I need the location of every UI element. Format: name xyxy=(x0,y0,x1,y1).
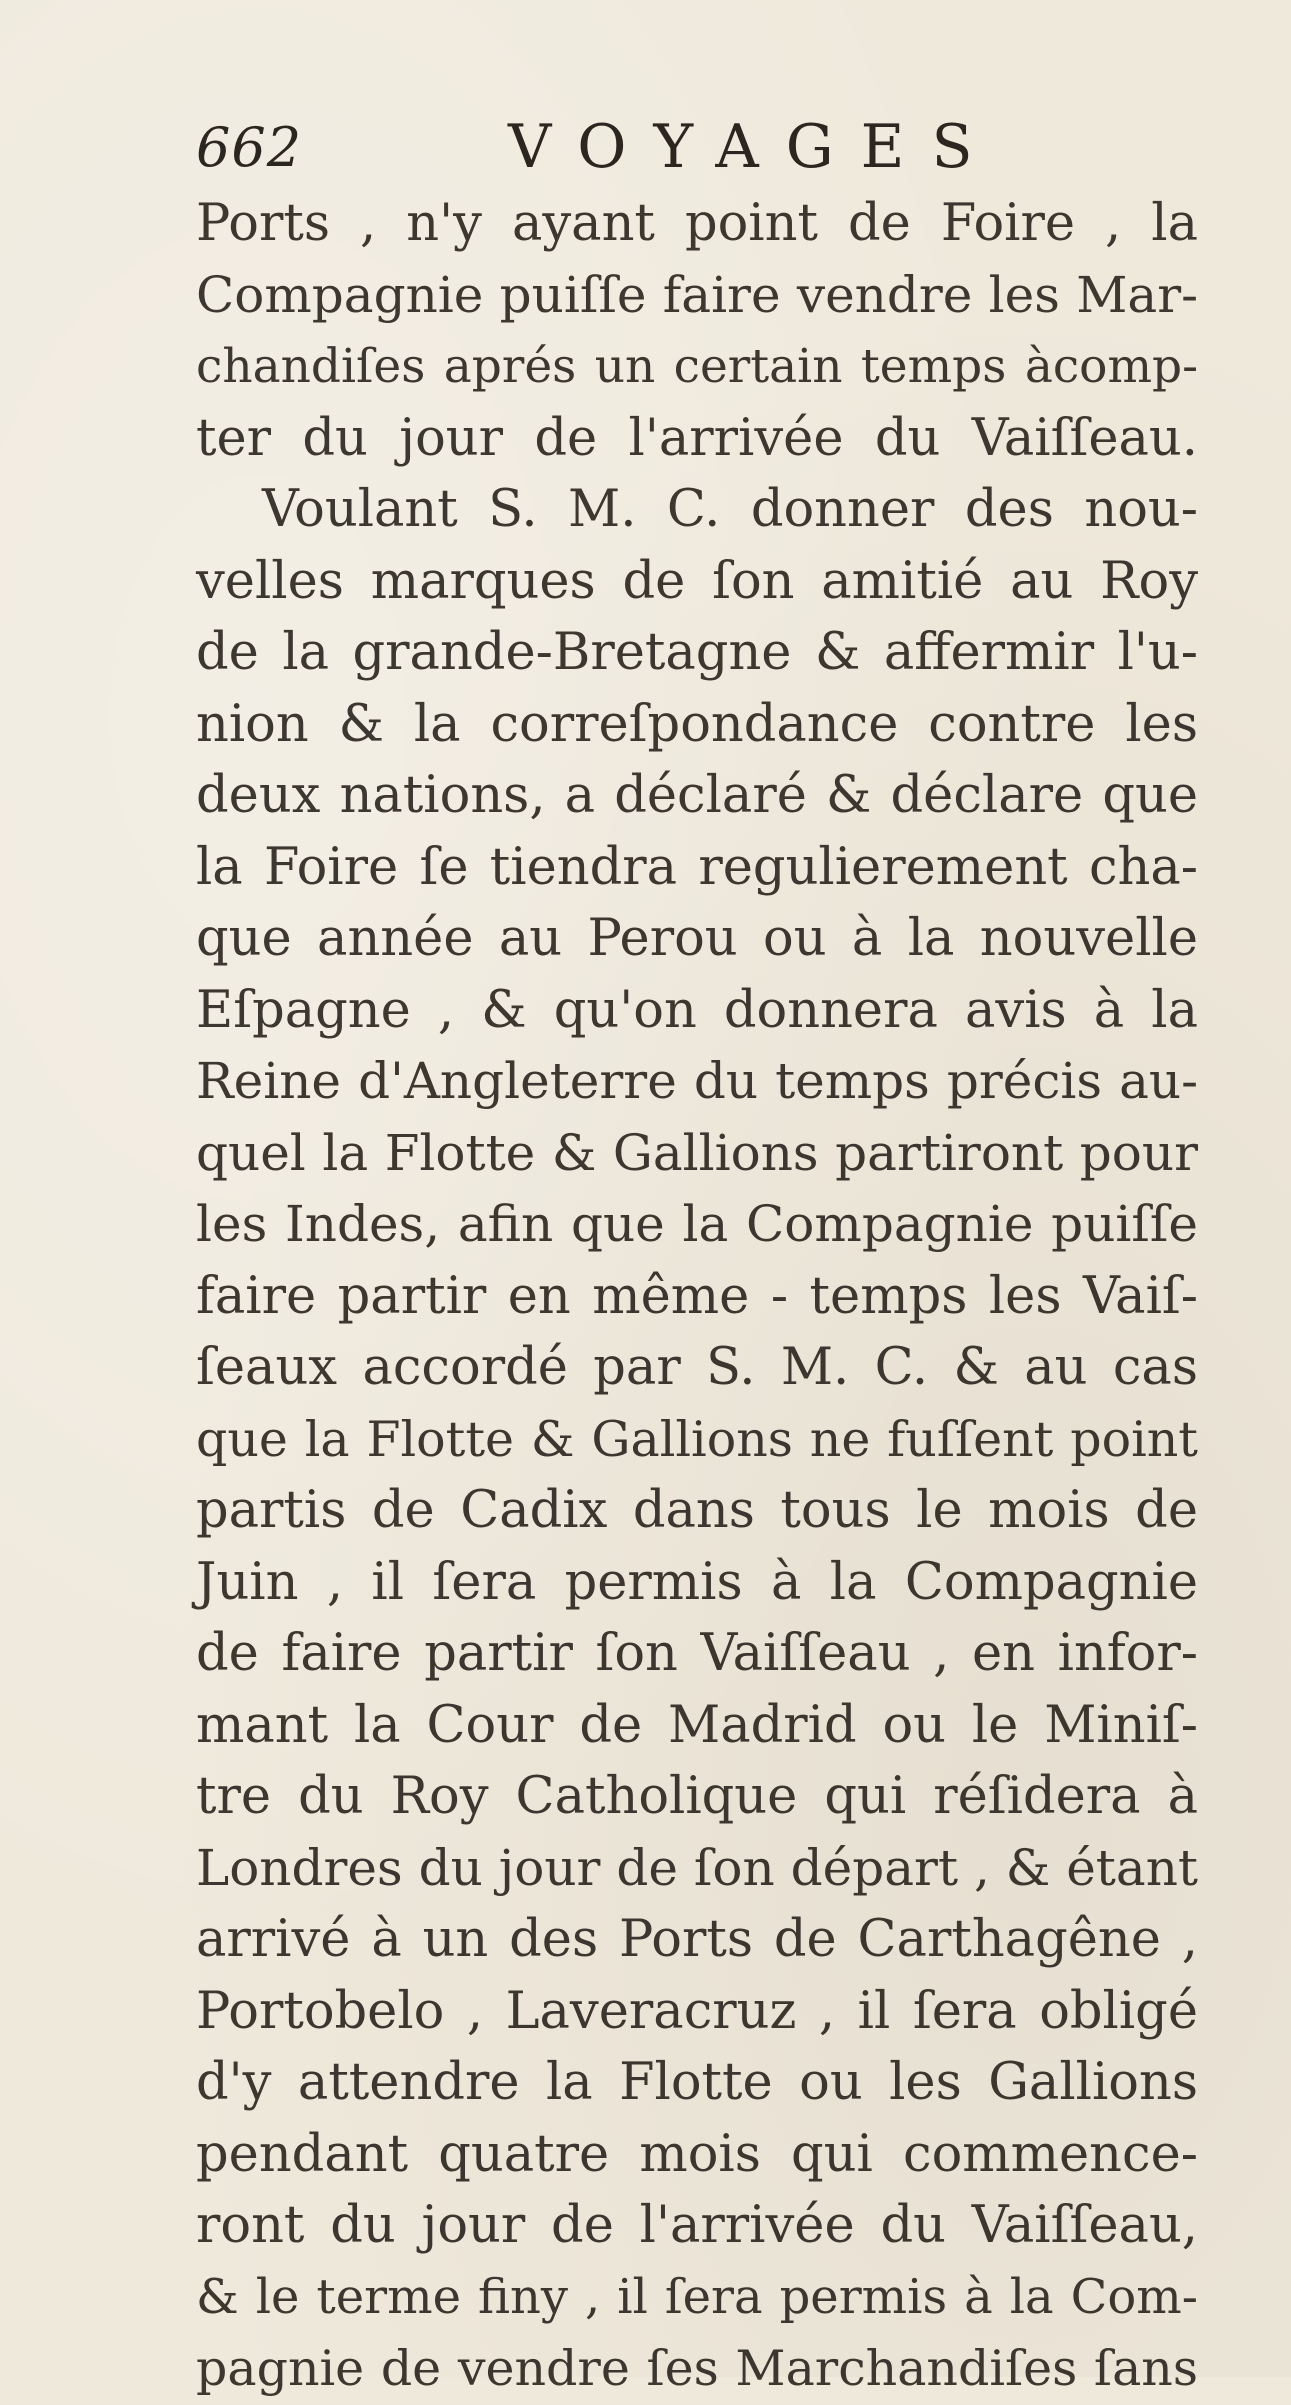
text-line: deux nations, a déclaré & déclare que xyxy=(196,766,1198,825)
text-line: pendant quatre mois qui commence- xyxy=(196,2124,1198,2184)
page-header xyxy=(196,108,1076,188)
text-line: Juin , il ſera permis à la Compagnie xyxy=(196,1552,1198,1612)
text-line: chandiſes aprés un certain temps àcomp- xyxy=(196,339,1198,394)
text-line: Ports , n'y ayant point de Foire , la xyxy=(196,194,1198,253)
text-line: nion & la correſpondance contre les xyxy=(196,694,1198,754)
text-line: que année au Perou ou à la nouvelle xyxy=(196,909,1198,968)
text-line: pagnie de vendre ſes Marchandiſes ſans xyxy=(196,2340,1198,2397)
text-line: mant la Cour de Madrid ou le Miniſ- xyxy=(196,1695,1198,1755)
text-line: de faire partir ſon Vaiſſeau , en infor- xyxy=(196,1624,1198,1683)
text-line: Portobelo , Laveracruz , il ſera obligé xyxy=(196,1981,1198,2041)
text-line: quel la Flotte & Gallions partiront pour xyxy=(196,1123,1198,1182)
text-line: Eſpagne , & qu'on donnera avis à la xyxy=(196,980,1198,1040)
text-line: la Foire ſe tiendra regulierement cha- xyxy=(196,837,1198,897)
text-line: velles marques de ſon amitié au Roy xyxy=(196,551,1198,611)
text-line: faire partir en même - temps les Vaiſ- xyxy=(196,1266,1198,1326)
text-line: tre du Roy Catholique qui réſidera à xyxy=(196,1767,1198,1826)
text-line: & le terme finy , il ſera permis à la Com- xyxy=(196,2268,1198,2325)
text-line: que la Flotte & Gallions ne fuſſent point xyxy=(196,1410,1198,1468)
text-line: arrivé à un des Ports de Carthagêne , xyxy=(196,1910,1198,1969)
text-line: partis de Cadix dans tous le mois de xyxy=(196,1481,1198,1540)
text-line: Voulant S. M. C. donner des nou- xyxy=(262,480,1198,539)
text-line: de la grande-Bretagne & affermir l'u- xyxy=(196,623,1198,682)
body-text xyxy=(196,188,1198,2405)
text-line: ſeaux accordé par S. M. C. & au cas xyxy=(196,1338,1198,1397)
text-line: Compagnie puiſſe faire vendre les Mar- xyxy=(196,265,1198,324)
text-line: les Indes, afin que la Compagnie puiſſe xyxy=(196,1195,1198,1253)
running-head: VOYAGES xyxy=(508,112,1000,182)
text-line: ront du jour de l'arrivée du Vaiſſeau, xyxy=(196,2196,1198,2255)
text-line: d'y attendre la Flotte ou les Gallions xyxy=(196,2053,1198,2112)
text-line: Londres du jour de ſon départ , & étant xyxy=(196,1838,1198,1897)
page-number: 662 xyxy=(196,116,303,179)
text-line: Reine d'Angleterre du temps précis au- xyxy=(196,1052,1198,1110)
text-line: ter du jour de l'arrivée du Vaiſſeau. xyxy=(196,408,1198,468)
